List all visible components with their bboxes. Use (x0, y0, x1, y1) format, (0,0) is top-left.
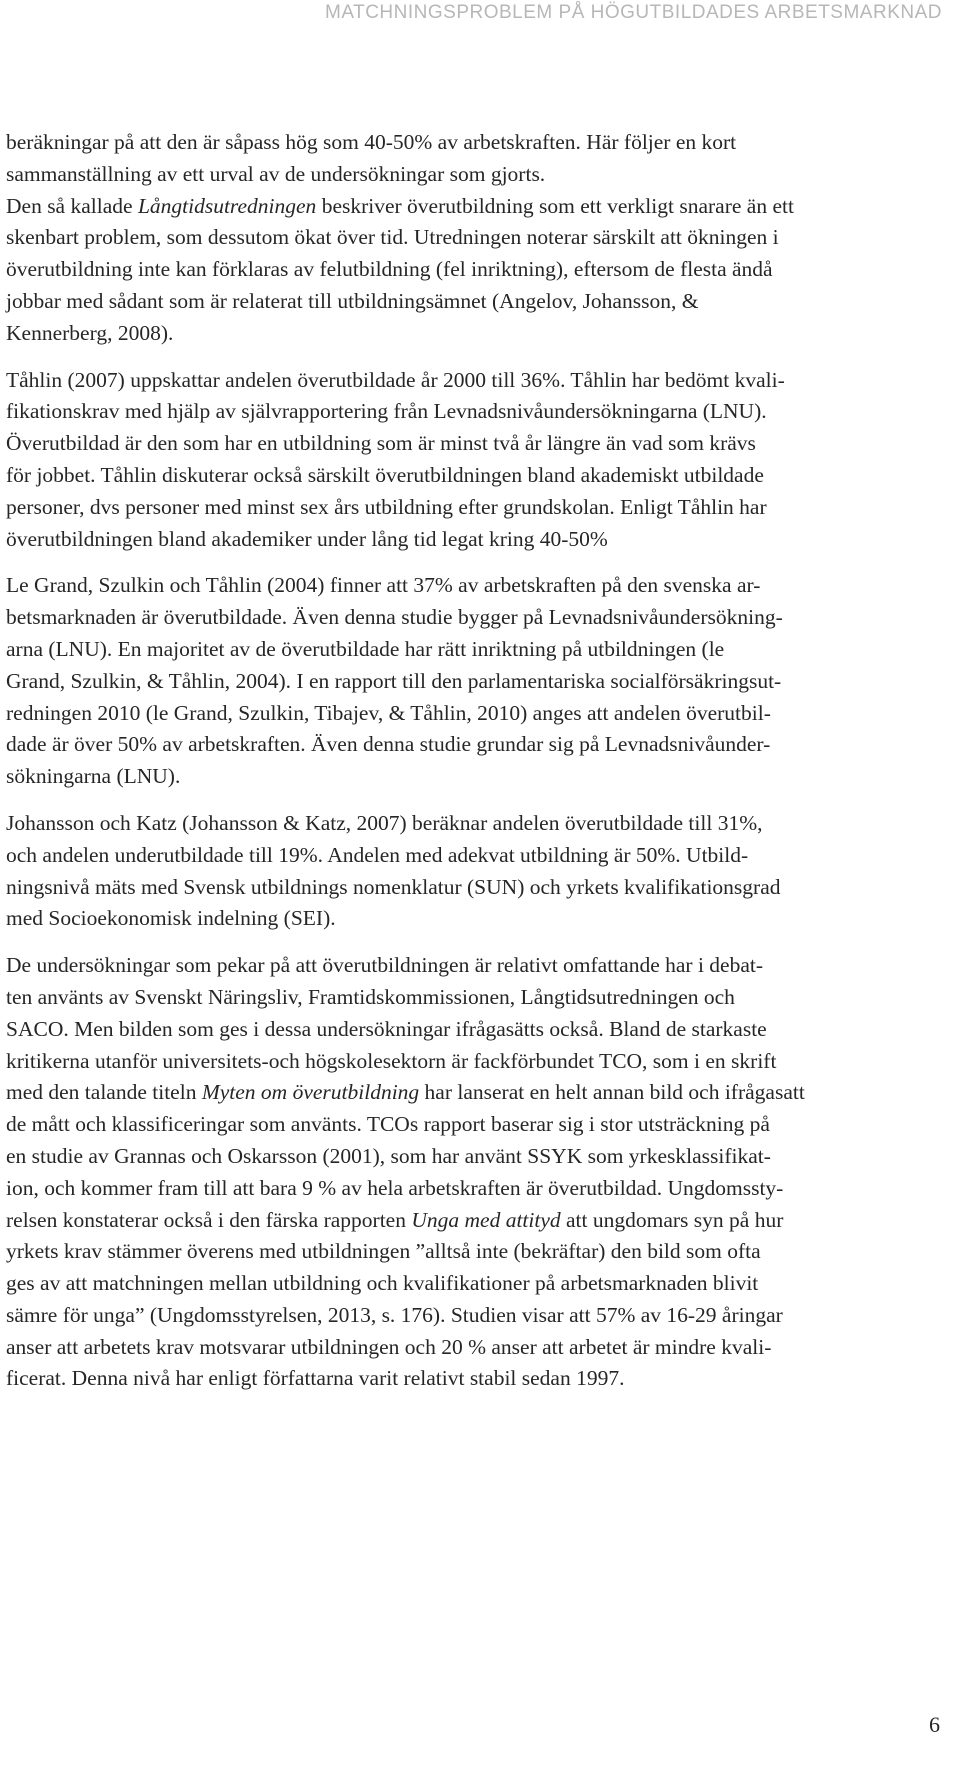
text-line (6, 396, 956, 428)
text-segment: fikationskrav med hjälp av självrapportering från Levnadsnivåundersökningarna (LNU). (6, 399, 767, 424)
text-line (6, 698, 956, 730)
text-line (6, 524, 956, 556)
text-segment: beräkningar på att den är såpass hög som 40-50% av arbetskraften. Här följer en kort (6, 130, 737, 154)
text-segment: Den så kallade (6, 193, 138, 218)
body-text (6, 127, 956, 1410)
text-segment: Tåhlin (2007) uppskattar andelen överutbildade år 2000 till 36%. Tåhlin har bedömt kvali- (6, 367, 785, 392)
text-line (6, 729, 956, 761)
text-line (6, 1141, 956, 1173)
text-line (6, 1363, 956, 1395)
text-line (6, 1268, 956, 1300)
text-line (6, 428, 956, 460)
text-segment: skenbart problem, som dessutom ökat över tid. Utredningen noterar särskilt att ökningen i (6, 225, 779, 250)
text-segment: ningsnivå mäts med Svensk utbildnings nomenklatur (SUN) och yrkets kvalifikationsgrad (6, 874, 781, 899)
text-segment: jobbar med sådant som är relaterat till utbildningsämnet (Angelov, Johansson, & (6, 288, 699, 313)
text-segment: har lanserat en helt annan bild och ifrågasatt (419, 1080, 805, 1105)
text-segment: Överutbildad är den som har en utbildning som är minst två år längre än vad som krävs (6, 431, 756, 456)
paragraph-1 (6, 127, 956, 350)
text-segment: Johansson och Katz (Johansson & Katz, 2007) beräknar andelen överutbildade till 31%, (6, 810, 763, 835)
text-segment: yrkets krav stämmer överens med utbildningen ”alltså inte (bekräftar) den bild som ofta (6, 1239, 761, 1264)
text-line (6, 1300, 956, 1332)
text-segment: kritikerna utanför universitets-och högskolesektorn är fackförbundet TCO, som i en skrift (6, 1048, 777, 1073)
text-line (6, 365, 956, 397)
text-line (6, 1332, 956, 1364)
text-line (6, 872, 956, 904)
text-line (6, 1236, 956, 1268)
running-header: MATCHNINGSPROBLEM PÅ HÖGUTBILDADES ARBETSMARKNAD (325, 2, 942, 23)
text-segment: SACO. Men bilden som ges i dessa undersökningar ifrågasätts också. Bland de starkaste (6, 1016, 767, 1041)
paragraph-2 (6, 365, 956, 556)
text-line (6, 570, 956, 602)
paragraph-3 (6, 570, 956, 793)
text-line (6, 761, 956, 793)
text-line (6, 666, 956, 698)
text-line (6, 1109, 956, 1141)
text-line (6, 286, 956, 318)
text-segment: Le Grand, Szulkin och Tåhlin (2004) finner att 37% av arbetskraften på den svenska ar- (6, 573, 761, 598)
text-segment: Kennerberg, 2008). (6, 320, 174, 345)
text-segment: de mått och klassificeringar som använts. TCOs rapport baserar sig i stor utsträckning på (6, 1112, 770, 1137)
text-line (6, 1205, 956, 1237)
text-segment: betsmarknaden är överutbildade. Även denna studie bygger på Levnadsnivåundersökning- (6, 605, 783, 630)
text-segment: och andelen underutbildade till 19%. Andelen med adekvat utbildning är 50%. Utbild- (6, 842, 749, 867)
text-line (6, 840, 956, 872)
text-line (6, 254, 956, 286)
text-segment: överutbildningen bland akademiker under lång tid legat kring 40-50% (6, 526, 608, 551)
text-line (6, 1077, 956, 1109)
text-segment: arna (LNU). En majoritet av de överutbildade har rätt inriktning på utbildningen (le (6, 636, 725, 661)
text-segment: att ungdomars syn på hur (560, 1207, 784, 1232)
text-segment: sökningarna (LNU). (6, 764, 181, 789)
text-line (6, 1046, 956, 1078)
text-line (6, 318, 956, 350)
text-line (6, 1014, 956, 1046)
text-line (6, 191, 956, 223)
text-segment: De undersökningar som pekar på att överutbildningen är relativt omfattande har i debat- (6, 953, 764, 978)
text-segment: med Socioekonomisk indelning (SEI). (6, 906, 336, 931)
text-segment: anser att arbetets krav motsvarar utbildningen och 20 % anser att arbetet är mindre kvali- (6, 1334, 772, 1359)
text-line (6, 982, 956, 1014)
text-line (6, 460, 956, 492)
text-segment: sammanställning av ett urval av de undersökningar som gjorts. (6, 161, 546, 186)
text-segment: dade är över 50% av arbetskraften. Även denna studie grundar sig på Levnadsnivåunder- (6, 732, 771, 757)
text-line (6, 602, 956, 634)
text-line (6, 903, 956, 935)
italic-title: Långtidsutredningen (137, 193, 317, 218)
text-line (6, 950, 956, 982)
text-segment: ten använts av Svenskt Näringsliv, Framtidskommissionen, Långtidsutredningen och (6, 984, 735, 1009)
text-segment: ges av att matchningen mellan utbildning och kvalifikationer på arbetsmarknaden blivit (6, 1271, 759, 1296)
text-segment: beskriver överutbildning som ett verkligt snarare än ett (316, 193, 794, 218)
text-segment: ficerat. Denna nivå har enligt författarna varit relativt stabil sedan 1997. (6, 1366, 625, 1391)
text-line (6, 127, 956, 159)
text-line (6, 159, 956, 191)
text-segment: överutbildning inte kan förklaras av felutbildning (fel inriktning), eftersom de flesta ändå (6, 257, 773, 282)
text-line (6, 808, 956, 840)
paragraph-4 (6, 808, 956, 935)
text-line (6, 222, 956, 254)
paragraph-5 (6, 950, 956, 1395)
text-segment: Grand, Szulkin, & Tåhlin, 2004). I en rapport till den parlamentariska socialförsäkringsut- (6, 668, 782, 693)
text-line (6, 634, 956, 666)
text-line (6, 492, 956, 524)
text-segment: med den talande titeln (6, 1080, 202, 1105)
page-number: 6 (929, 1712, 940, 1737)
text-segment: sämre för unga” (Ungdomsstyrelsen, 2013, s. 176). Studien visar att 57% av 16-29 åringar (6, 1302, 783, 1327)
text-segment: ion, och kommer fram till att bara 9 % av hela arbetskraften är överutbildad. Ungdomssty- (6, 1175, 784, 1200)
text-segment: personer, dvs personer med minst sex års utbildning efter grundskolan. Enligt Tåhlin har (6, 494, 767, 519)
text-line (6, 1173, 956, 1205)
italic-title: Unga med attityd (411, 1207, 561, 1232)
text-segment: relsen konstaterar också i den färska rapporten (6, 1207, 412, 1232)
text-segment: en studie av Grannas och Oskarsson (2001), som har använt SSYK som yrkesklassifikat- (6, 1143, 771, 1168)
text-segment: redningen 2010 (le Grand, Szulkin, Tibajev, & Tåhlin, 2010) anges att andelen överutbil- (6, 700, 771, 725)
italic-title: Myten om överutbildning (201, 1080, 420, 1105)
text-segment: för jobbet. Tåhlin diskuterar också särskilt överutbildningen bland akademiskt utbildade (6, 462, 764, 487)
